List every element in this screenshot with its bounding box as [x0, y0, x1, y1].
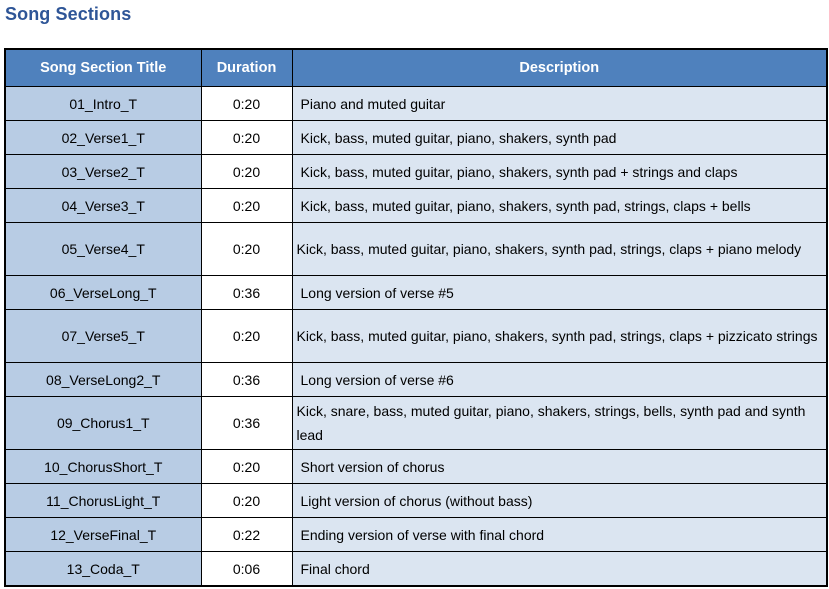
duration-cell: 0:20	[201, 87, 292, 121]
description-text: Light version of chorus (without bass)	[300, 492, 533, 509]
section-title-cell: 06_VerseLong_T	[5, 276, 201, 310]
header-song-section-title: Song Section Title	[5, 49, 201, 87]
duration-cell: 0:20	[201, 310, 292, 363]
table-row	[5, 363, 827, 397]
table-row	[5, 310, 827, 363]
description-cell	[292, 363, 827, 397]
table-row	[5, 397, 827, 450]
description-cell	[292, 518, 827, 552]
duration-cell: 0:20	[201, 450, 292, 484]
duration-cell: 0:22	[201, 518, 292, 552]
table-row	[5, 189, 827, 223]
duration-cell: 0:06	[201, 552, 292, 587]
table-row	[5, 518, 827, 552]
duration-cell: 0:36	[201, 363, 292, 397]
section-title-cell: 01_Intro_T	[5, 87, 201, 121]
section-title-cell: 10_ChorusShort_T	[5, 450, 201, 484]
description-cell	[292, 121, 827, 155]
description-cell: Kick, snare, bass, muted guitar, piano, shakers, strings, bells, synth pad and synth lead	[292, 397, 827, 450]
section-title-cell: 04_Verse3_T	[5, 189, 201, 223]
header-description: Description	[292, 49, 827, 87]
section-title-cell: 03_Verse2_T	[5, 155, 201, 189]
table-row	[5, 87, 827, 121]
table-row	[5, 276, 827, 310]
section-title-cell: 05_Verse4_T	[5, 223, 201, 276]
section-title-cell: 12_VerseFinal_T	[5, 518, 201, 552]
song-sections-table	[4, 48, 828, 587]
description-text: Long version of verse #6	[300, 371, 454, 388]
section-title-cell: 08_VerseLong2_T	[5, 363, 201, 397]
duration-cell: 0:20	[201, 155, 292, 189]
duration-cell: 0:20	[201, 484, 292, 518]
description-text: Kick, bass, muted guitar, piano, shakers, synth pad + strings and claps	[300, 163, 738, 180]
description-cell	[292, 552, 827, 587]
description-cell: Kick, bass, muted guitar, piano, shakers, synth pad, strings, claps + piano melody	[292, 223, 827, 276]
table-header-row	[5, 49, 827, 87]
description-text: Short version of chorus	[300, 458, 445, 475]
page-title: Song Sections	[5, 4, 132, 24]
table-row	[5, 155, 827, 189]
duration-cell: 0:20	[201, 121, 292, 155]
description-text: Kick, bass, muted guitar, piano, shakers, synth pad	[300, 129, 617, 146]
description-cell	[292, 450, 827, 484]
table-row	[5, 223, 827, 276]
section-title-cell: 11_ChorusLight_T	[5, 484, 201, 518]
section-title-cell: 13_Coda_T	[5, 552, 201, 587]
description-text: Kick, bass, muted guitar, piano, shakers, synth pad, strings, claps + bells	[300, 197, 751, 214]
description-cell	[292, 189, 827, 223]
description-cell	[292, 484, 827, 518]
duration-cell: 0:36	[201, 276, 292, 310]
description-cell: Kick, bass, muted guitar, piano, shakers, synth pad, strings, claps + pizzicato strings	[292, 310, 827, 363]
table-row	[5, 450, 827, 484]
description-cell	[292, 155, 827, 189]
duration-cell: 0:20	[201, 223, 292, 276]
table-row	[5, 552, 827, 587]
description-text: Piano and muted guitar	[300, 95, 446, 112]
description-text: Ending version of verse with final chord	[300, 526, 545, 543]
description-text: Long version of verse #5	[300, 284, 454, 301]
description-cell	[292, 87, 827, 121]
duration-cell: 0:36	[201, 397, 292, 450]
header-duration: Duration	[201, 49, 292, 87]
section-title-cell: 07_Verse5_T	[5, 310, 201, 363]
duration-cell: 0:20	[201, 189, 292, 223]
table-row	[5, 484, 827, 518]
table-row	[5, 121, 827, 155]
section-title-cell: 09_Chorus1_T	[5, 397, 201, 450]
description-cell	[292, 276, 827, 310]
section-title-cell: 02_Verse1_T	[5, 121, 201, 155]
description-text: Final chord	[300, 560, 370, 577]
